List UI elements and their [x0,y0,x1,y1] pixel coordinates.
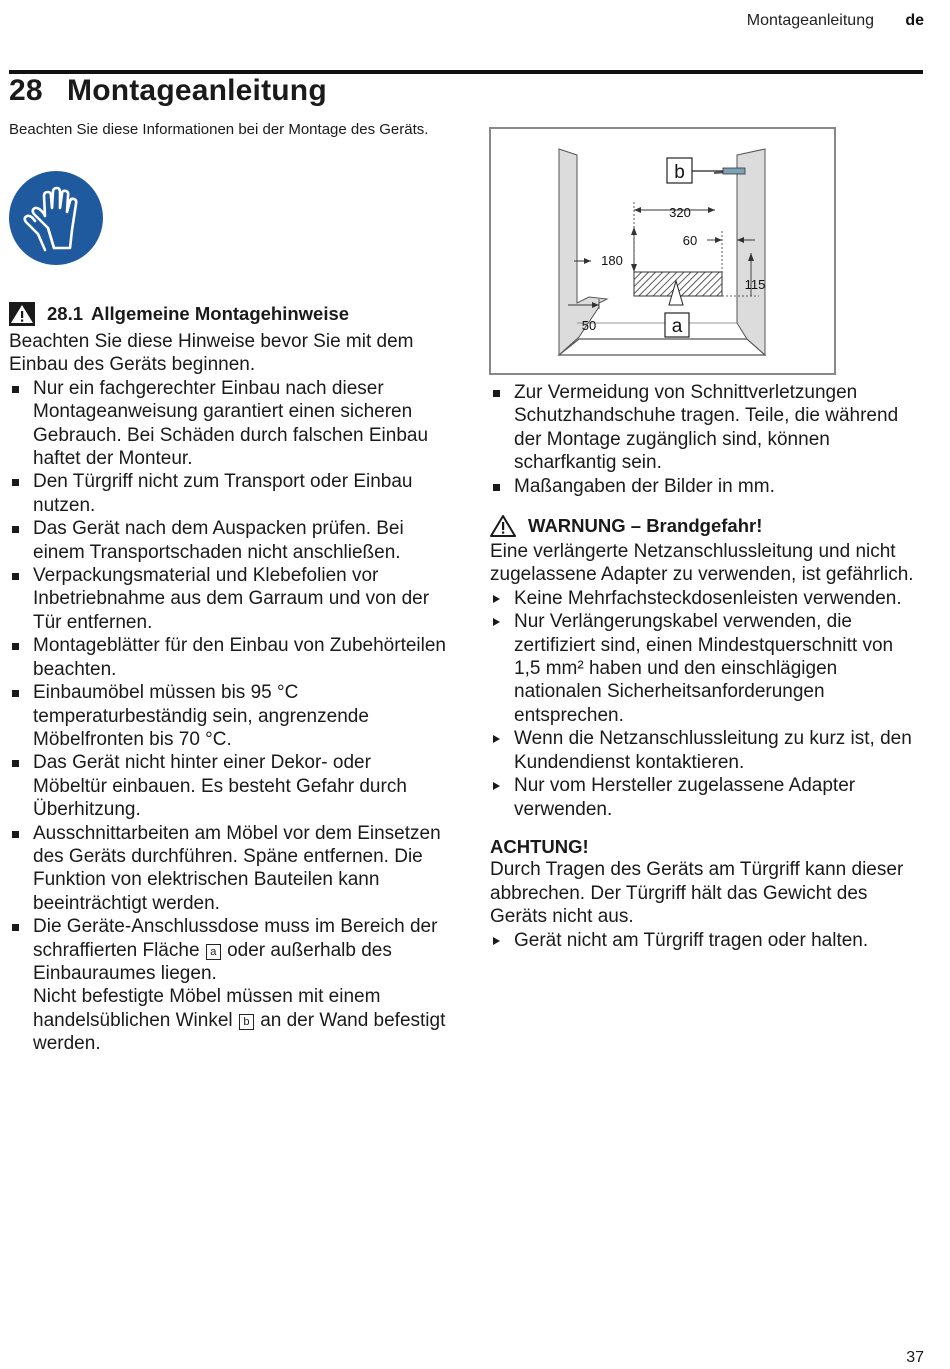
chapter-title-text: Montageanleitung [67,74,327,107]
step-item: Nur vom Hersteller zugelassene Adapter verwenden. [490,774,920,821]
warning-box-icon [9,302,35,326]
list-item: Den Türgriff nicht zum Transport oder Einbau nutzen. [9,470,447,517]
chapter-intro: Beachten Sie diese Informationen bei der Montage des Geräts. [9,121,429,138]
warning-triangle-icon [490,514,516,538]
instructions-list-continued [490,381,920,498]
list-item: Montageblätter für den Einbau von Zubehörteilen beachten. [9,634,447,681]
dim-60: 60 [682,233,698,248]
dim-320: 320 [669,205,691,220]
caution-steps [490,929,920,952]
section-intro: Beachten Sie diese Hinweise bevor Sie mit dem Einbau des Geräts beginnen. [9,331,414,376]
list-item: Ausschnittarbeiten am Möbel vor dem Einsetzen des Geräts durchführen. Späne entfernen. Die Funktion von elektrischen Bauteilen kann beeinträchtigt werden. [9,822,447,916]
protective-gloves-icon [8,170,104,266]
list-item: Verpackungsmaterial und Klebefolien vor Inbetriebnahme aus dem Garraum und von der Tür entfernen. [9,564,447,634]
warning-heading [490,512,920,540]
step-item: Gerät nicht am Türgriff tragen oder halten. [490,929,920,952]
caution-text: Durch Tragen des Geräts am Türgriff kann dieser abbrechen. Der Türgriff hält das Gewicht des Geräts nicht aus. [490,859,904,928]
furniture-note: Nicht befestigte Möbel müssen mit einem handelsüblichen Winkel b an der Wand befestigt werden. [33,986,446,1055]
step-item: Nur Verlängerungskabel verwenden, die zertifiziert sind, einen Mindestquerschnitt von 1,5 mm² haben und den einschlägigen nationalen Sicherheitsanforderungen entsprechen. [490,610,920,727]
step-item: Wenn die Netzanschlussleitung zu kurz ist, den Kundendienst kontaktieren. [490,727,920,774]
wall-bracket [723,168,745,174]
dim-180: 180 [601,253,623,268]
right-cabinet-wall [737,149,765,355]
section-heading [9,300,447,328]
installation-diagram [489,127,836,375]
list-item: Zur Vermeidung von Schnittverletzungen Schutzhandschuhe tragen. Teile, die während der Montage zugänglich sind, können scharfkantig sein. [490,381,920,475]
instructions-list [9,377,447,986]
right-column [490,381,920,952]
label-b-ref: b [239,1014,254,1030]
label-a: a [671,316,683,337]
list-item: Einbaumöbel müssen bis 95 °C temperaturbeständig sein, angrenzende Möbelfronten bis 70 °C. [9,681,447,751]
running-header-section: Montageanleitung [746,12,874,29]
dim-50: 50 [581,318,597,333]
running-header-language: de [905,12,924,29]
cabinet-floor [559,339,765,355]
caution-heading: ACHTUNG! [490,835,589,857]
page-number: 37 [906,1349,924,1366]
chapter-number: 28 [9,74,43,107]
warning-text: Eine verlängerte Netzanschlussleitung und nicht zugelassene Adapter zu verwenden, ist gefährlich. [490,541,914,586]
step-item: Keine Mehrfachsteckdosenleisten verwenden. [490,587,920,610]
left-column [9,300,447,1056]
section-number: 28.1 [47,303,84,325]
section-title: Allgemeine Montagehinweise [91,303,350,325]
warning-steps [490,587,920,821]
label-b: b [674,162,685,183]
list-item: Nur ein fachgerechter Einbau nach dieser Montageanweisung garantiert einen sicheren Gebrauch. Bei Schäden durch falschen Einbau haftet der Monteur. [9,377,447,471]
list-item-socket: Die Geräte-Anschlussdose muss im Bereich der schraffierten Fläche a oder außerhalb des Einbauraumes liegen. [9,915,447,985]
list-item: Das Gerät nach dem Auspacken prüfen. Bei einem Transportschaden nicht anschließen. [9,517,447,564]
list-item: Maßangaben der Bilder in mm. [490,475,920,498]
dim-115: 115 [744,277,766,292]
label-a-ref: a [206,944,221,960]
chapter-title [9,74,327,108]
warning-title: WARNUNG – Brandgefahr! [528,515,763,537]
list-item: Das Gerät nicht hinter einer Dekor- oder Möbeltür einbauen. Es besteht Gefahr durch Überhitzung. [9,751,447,821]
